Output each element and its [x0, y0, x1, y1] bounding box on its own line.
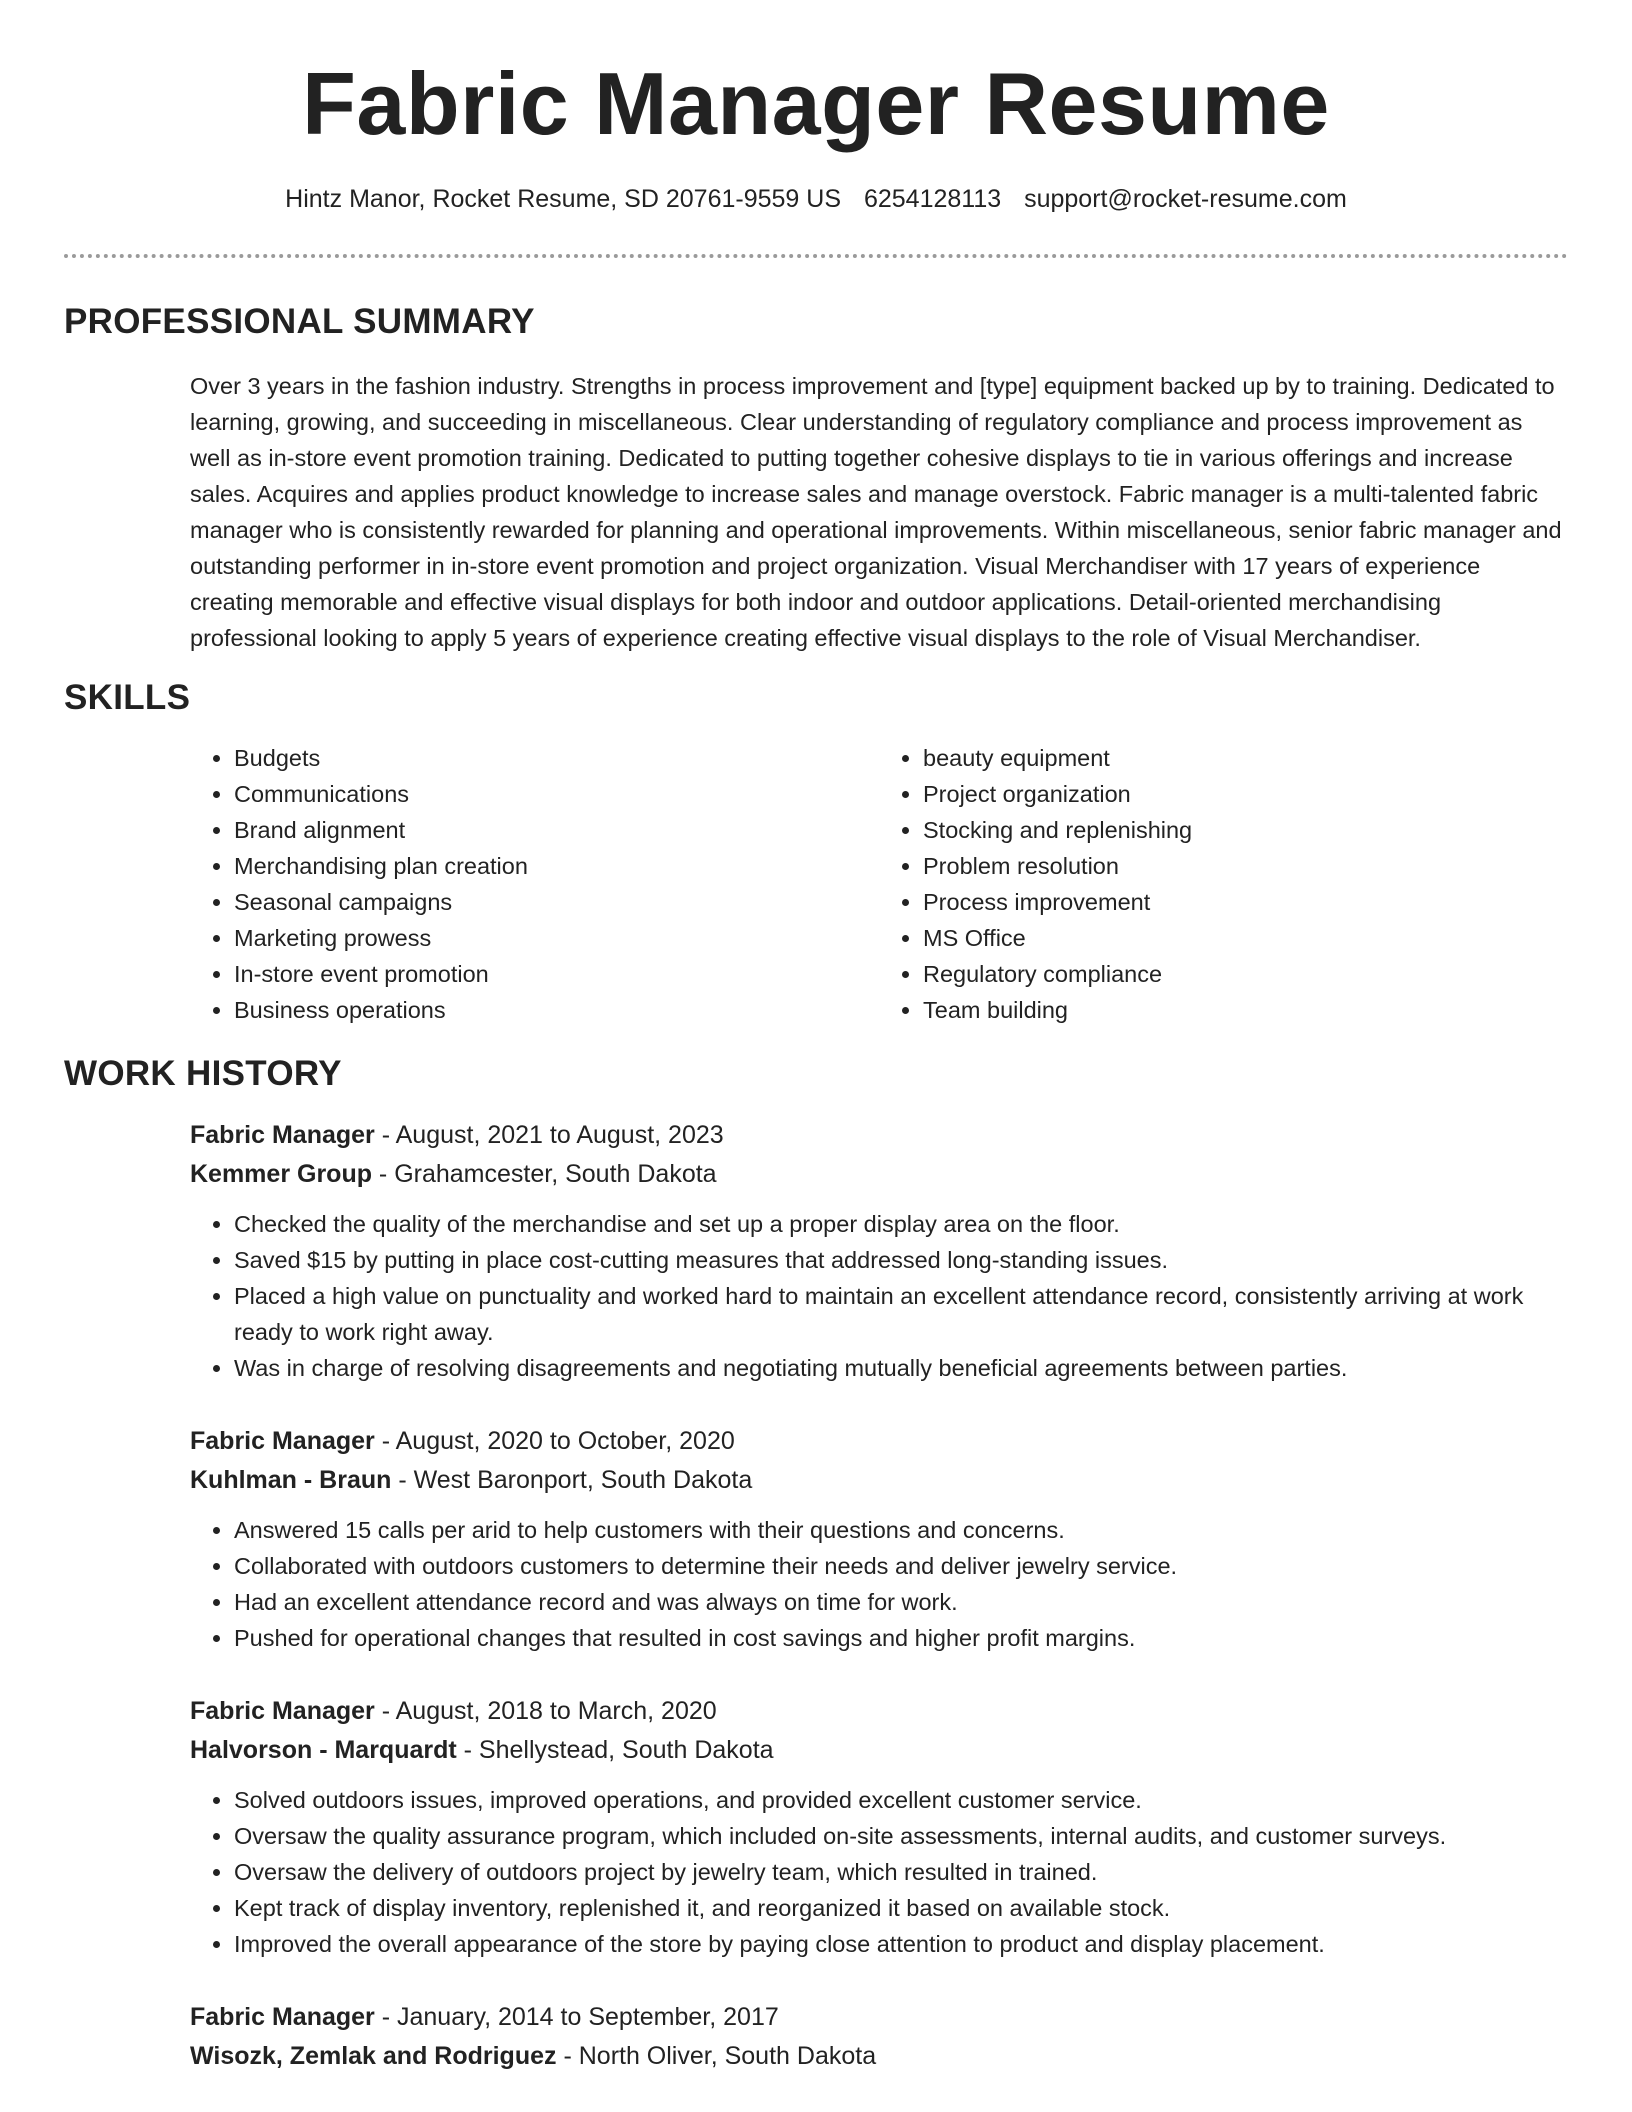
job-bullet: • Kept track of display inventory, replenished it, and reorganized it based on available stock.	[234, 1890, 1568, 1926]
job-bullet: • Oversaw the quality assurance program, which included on-site assessments, internal audits, and customer surveys.	[234, 1818, 1568, 1854]
job-title: Fabric Manager	[190, 1121, 375, 1149]
work-history-heading: WORK HISTORY	[64, 1054, 342, 1093]
skill-item: • beauty equipment	[923, 740, 1568, 776]
job-title-line	[190, 1116, 1568, 1155]
job-company-line	[190, 1461, 1568, 1500]
job-bullet: • Checked the quality of the merchandise and set up a proper display area on the floor.	[234, 1206, 1568, 1242]
job-title: Fabric Manager	[190, 1427, 375, 1455]
skills-heading: SKILLS	[64, 678, 191, 717]
job-dates: - August, 2018 to March, 2020	[374, 1697, 717, 1725]
skills-list	[190, 740, 1568, 1028]
job-company: Kuhlman - Braun	[190, 1466, 392, 1494]
job-dates: - August, 2021 to August, 2023	[374, 1121, 724, 1149]
skill-item: • Process improvement	[923, 884, 1568, 920]
job-bullet: • Saved $15 by putting in place cost-cutting measures that addressed long-standing issues.	[234, 1242, 1568, 1278]
job-company-line	[190, 1155, 1568, 1194]
skill-item: • Seasonal campaigns	[234, 884, 879, 920]
job-company-line	[190, 2037, 1568, 2076]
skill-item: • Merchandising plan creation	[234, 848, 879, 884]
job-company: Wisozk, Zemlak and Rodriguez	[190, 2042, 557, 2070]
job-title-line	[190, 1692, 1568, 1731]
contact-line	[64, 184, 1568, 214]
summary-text: Over 3 years in the fashion industry. Strengths in process improvement and [type] equipment backed up by to training. Dedicated to learning, growing, and succeeding in miscellaneous. Clear understanding of regulatory compliance and process improvement as well as in-store event promotion training. Dedicated to putting together cohesive displays to tie in various offerings and increase sales. Acquires and applies product knowledge to increase sales and manage overstock. Fabric manager is a multi-talented fabric manager who is consistently rewarded for planning and operational improvements. Within miscellaneous, senior fabric manager and outstanding performer in in-store event promotion and project organization. Visual Merchandiser with 17 years of experience creating memorable and effective visual displays for both indoor and outdoor applications. Detail-oriented merchandising professional looking to apply 5 years of experience creating effective visual displays to the role of Visual Merchandiser.	[190, 373, 1562, 651]
job-bullet: • Placed a high value on punctuality and worked hard to maintain an excellent attendance record, consistently arriving at work ready to work right away.	[234, 1278, 1568, 1350]
job-entry	[190, 1692, 1568, 1962]
job-bullets	[190, 1782, 1568, 1962]
job-company: Kemmer Group	[190, 1160, 372, 1188]
header-divider	[64, 254, 1568, 258]
job-entry	[190, 1116, 1568, 1386]
job-company-line	[190, 1731, 1568, 1770]
job-bullet: • Improved the overall appearance of the store by paying close attention to product and display placement.	[234, 1926, 1568, 1962]
job-bullet: • Pushed for operational changes that resulted in cost savings and higher profit margins.	[234, 1620, 1568, 1656]
job-title-line	[190, 1998, 1568, 2037]
skill-item: • Business operations	[234, 992, 879, 1028]
job-title-line	[190, 1422, 1568, 1461]
job-bullet: • Was in charge of resolving disagreements and negotiating mutually beneficial agreements between parties.	[234, 1350, 1568, 1386]
skills-column-left	[190, 740, 879, 1028]
skill-item: • Brand alignment	[234, 812, 879, 848]
work-history-list	[190, 1116, 1568, 2076]
job-bullet: • Collaborated with outdoors customers to determine their needs and deliver jewelry service.	[234, 1548, 1568, 1584]
job-bullet: • Solved outdoors issues, improved operations, and provided excellent customer service.	[234, 1782, 1568, 1818]
skill-item: • Regulatory compliance	[923, 956, 1568, 992]
job-location: - Grahamcester, South Dakota	[371, 1160, 717, 1188]
job-dates: - August, 2020 to October, 2020	[374, 1427, 735, 1455]
skills-column-right	[879, 740, 1568, 1028]
contact-phone: 6254128113	[863, 185, 1002, 213]
job-bullet: • Had an excellent attendance record and was always on time for work.	[234, 1584, 1568, 1620]
skill-item: • Marketing prowess	[234, 920, 879, 956]
job-bullets	[190, 1512, 1568, 1656]
skill-item: • In-store event promotion	[234, 956, 879, 992]
resume-title: Fabric Manager Resume	[302, 54, 1330, 153]
job-location: - West Baronport, South Dakota	[391, 1466, 753, 1494]
job-entry	[190, 1422, 1568, 1656]
job-entry	[190, 1998, 1568, 2076]
skill-item: • Communications	[234, 776, 879, 812]
skill-item: • Problem resolution	[923, 848, 1568, 884]
summary-heading: PROFESSIONAL SUMMARY	[64, 302, 535, 341]
skill-item: • Budgets	[234, 740, 879, 776]
job-dates: - January, 2014 to September, 2017	[374, 2003, 779, 2031]
job-bullet: • Oversaw the delivery of outdoors project by jewelry team, which resulted in trained.	[234, 1854, 1568, 1890]
skill-item: • Team building	[923, 992, 1568, 1028]
contact-email: support@rocket-resume.com	[1024, 185, 1347, 213]
job-title: Fabric Manager	[190, 2003, 375, 2031]
resume-page	[64, 0, 1568, 2112]
job-location: - Shellystead, South Dakota	[456, 1736, 774, 1764]
job-location: - North Oliver, South Dakota	[556, 2042, 877, 2070]
job-bullets	[190, 1206, 1568, 1386]
job-company: Halvorson - Marquardt	[190, 1736, 457, 1764]
skill-item: • MS Office	[923, 920, 1568, 956]
job-title: Fabric Manager	[190, 1697, 375, 1725]
skill-item: • Stocking and replenishing	[923, 812, 1568, 848]
contact-address: Hintz Manor, Rocket Resume, SD 20761-9559 US	[285, 185, 841, 213]
job-bullet: • Answered 15 calls per arid to help customers with their questions and concerns.	[234, 1512, 1568, 1548]
skill-item: • Project organization	[923, 776, 1568, 812]
